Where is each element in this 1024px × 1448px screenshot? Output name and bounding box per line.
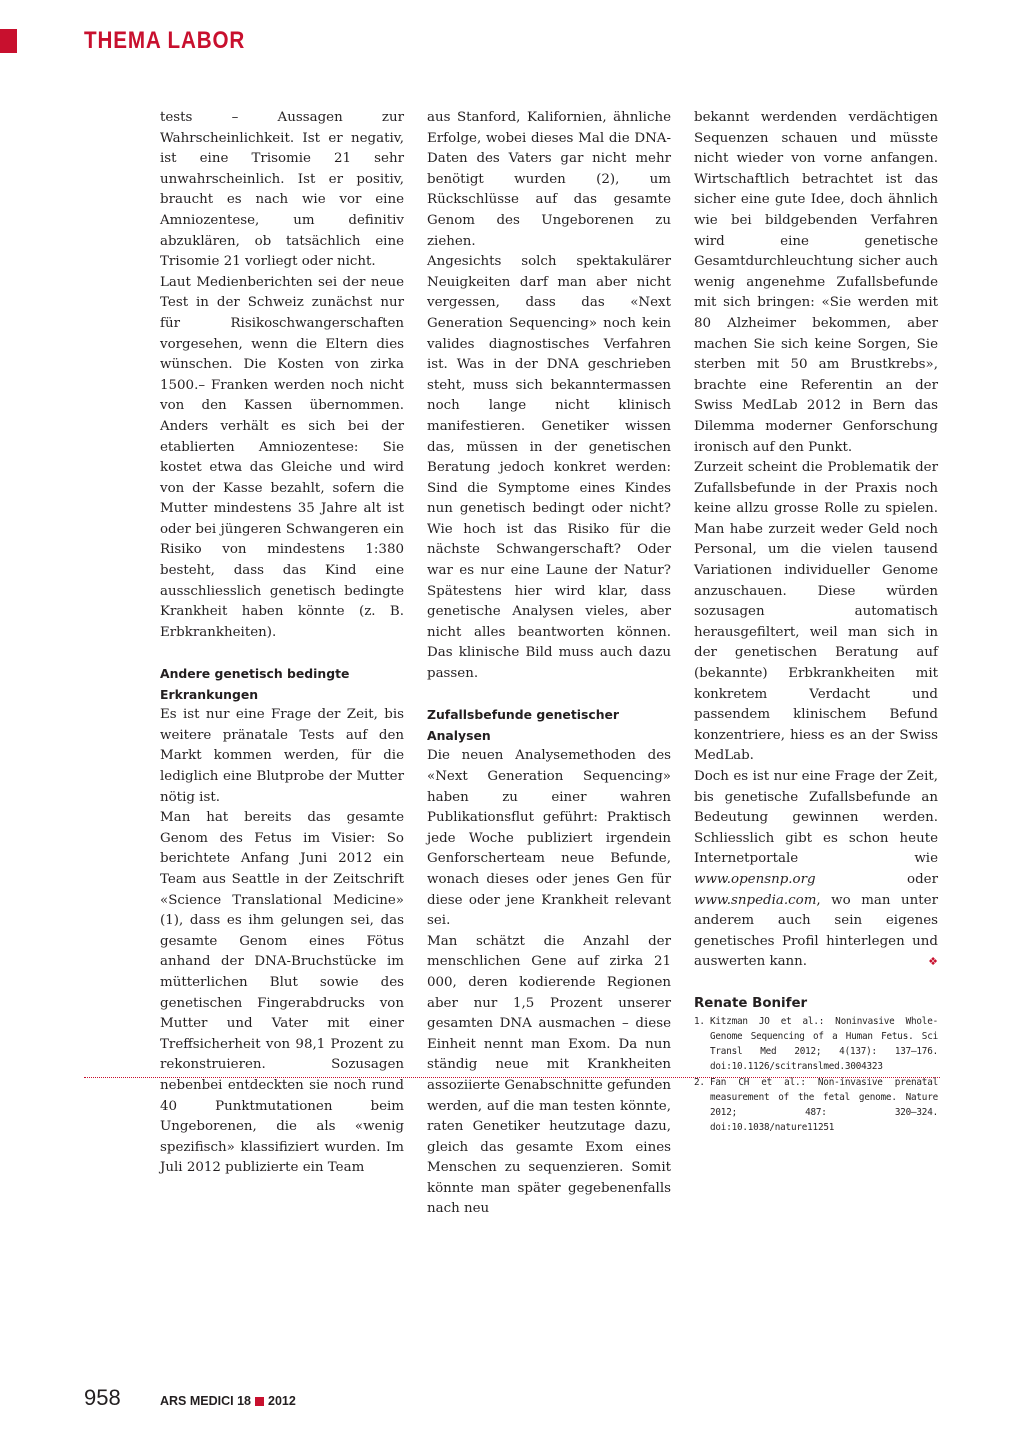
paragraph-text: oder — [815, 871, 938, 887]
section-title: THEMA LABOR — [84, 27, 246, 54]
footer-divider — [84, 1077, 940, 1078]
square-icon — [255, 1397, 264, 1406]
journal-footer — [160, 1392, 296, 1410]
end-mark-icon: ❖ — [928, 955, 938, 969]
paragraph: Es ist nur eine Frage der Zeit, bis weitere pränatale Tests auf den Markt kommen werden, für die lediglich eine Blutprobe der Mutter nötig ist. — [160, 707, 404, 805]
reference-item — [694, 1075, 938, 1135]
author-name: Renate Bonifer — [694, 995, 808, 1011]
link-opensnp[interactable]: www.opensnp.org — [694, 871, 816, 887]
reference-number: 1. — [694, 1016, 705, 1028]
section-marker — [0, 29, 17, 53]
subheading: Zufallsbefunde genetischer Analysen — [427, 707, 620, 743]
paragraph: Man hat bereits das gesamte Genom des Fetus im Visier: So berichtete Anfang Juni 2012 ein Team aus Seattle in der Zeitschrift «Science Translational Medicine» (1), dass es ihm gelungen sei, das gesamte Genom eines Fötus anhand der DNA-Bruchstücke im mütterlichen Blut sowie des genetischen Fingerabdrucks von Mutter und Vater mit einer Treffsicherheit von 98,1 Prozent zu rekonstruieren. Sozusagen nebenbei entdeckten sie noch rund 40 Punktmutationen beim Ungeborenen, die als «wenig spezifisch» klassifiziert wurden. Im Juli 2012 publizierte ein Team — [160, 810, 404, 1176]
reference-text: Kitzman JO et al.: Noninvasive Whole-Genome Sequencing of a Human Fetus. Sci Transl Med 2012; 4(137): 137–176. doi:10.1126/scitranslmed.3004323 — [710, 1016, 938, 1073]
reference-list — [694, 1014, 938, 1135]
paragraph: bekannt werdenden verdächtigen Sequenzen schauen und müsste nicht wieder von vorne anfangen. Wirtschaftlich betrachtet ist das sicher eine gute Idee, doch ähnlich wie bei bildgebenden Verfahren wird eine genetische Gesamtdurchleuchtung sicher auch wenig angenehme Zufallsbefunde mit sich bringen: «Sie werden mit 80 Alzheimer bekommen, aber machen Sie sich keine Sorgen, Sie sterben mit 50 am Brustkrebs», brachte eine Referentin an der Swiss MedLab 2012 in Bern das Dilemma moderner Genforschung ironisch auf den Punkt. — [694, 110, 938, 455]
reference-number: 2. — [694, 1077, 705, 1089]
article-column-1 — [160, 108, 404, 1179]
paragraph: aus Stanford, Kalifornien, ähnliche Erfolge, wobei dieses Mal die DNA-Daten des Vaters gar nicht mehr benötigt wurden (2), um Rückschlüsse auf das gesamte Genom des Ungeborenen zu ziehen. — [427, 110, 671, 249]
paragraph: tests – Aussagen zur Wahrscheinlichkeit. Ist er negativ, ist eine Trisomie 21 sehr unwahrscheinlich. Ist er positiv, braucht es nach wie vor eine Amniozentese, um definitiv abzuklären, ob tatsächlich eine Trisomie 21 vorliegt oder nicht. — [160, 110, 404, 270]
paragraph: Zurzeit scheint die Problematik der Zufallsbefunde in der Praxis noch keine allzu grosse Rolle zu spielen. Man habe zurzeit weder Geld noch Personal, um die vielen tausend Variationen individueller Genome anzuschauen. Diese würden sozusagen automatisch herausgefiltert, weil man sich in der genetischen Beratung auf (bekannte) Erbkrankheiten mit konkretem Verdacht und passendem klinischem Befund konzentriere, hiess es an der Swiss MedLab. — [694, 460, 938, 764]
page-number: 958 — [84, 1385, 121, 1410]
paragraph-text: , wo man unter anderem auch sein eigenes genetisches Profil hinterlegen und auswerten kann. — [694, 892, 938, 970]
subheading: Andere genetisch bedingte Erkrankungen — [160, 666, 350, 702]
paragraph-text: Doch es ist nur eine Frage der Zeit, bis genetische Zufallsbefunde an Bedeutung gewinnen werden. Schliesslich gibt es schon heute Internetportale wie — [694, 769, 938, 867]
reference-text: Fan CH et al.: Non-invasive prenatal measurement of the fetal genome. Nature 2012; 487: 320–324. doi:10.1038/nature11251 — [710, 1077, 938, 1134]
paragraph: Man schätzt die Anzahl der menschlichen Gene auf zirka 21 000, deren kodierende Regionen aber nur 1,5 Prozent unserer gesamten DNA ausmachen – diese Einheit nennt man Exom. Da nun ständig neue mit Krankheiten assoziierte Genabschnitte gefunden werden, auf die man testen könnte, raten Genetiker heutzutage dazu, gleich das gesamte Exom eines Menschen zu sequenzieren. Somit könnte man später gegebenenfalls nach neu — [427, 933, 671, 1217]
journal-name: ARS MEDICI 18 — [160, 1394, 251, 1408]
paragraph — [694, 767, 938, 973]
article-column-3 — [694, 108, 938, 1136]
paragraph: Die neuen Analysemethoden des «Next Generation Sequencing» haben zu einer wahren Publikationsflut geführt: Praktisch jede Woche publiziert irgendein Genforscherteam neue Befunde, wonach dieses oder jenes Gen für diese oder jene Krankheit relevant sei. — [427, 748, 671, 929]
link-snpedia[interactable]: www.snpedia.com — [694, 892, 817, 908]
paragraph: Angesichts solch spektakulärer Neuigkeiten darf man aber nicht vergessen, dass das «Next Generation Sequencing» noch kein valides diagnostisches Verfahren ist. Was in der DNA geschrieben steht, muss sich bekanntermassen noch lange nicht klinisch manifestieren. Genetiker wissen das, müssen in der genetischen Beratung jedoch konkret werden: Sind die Symptome eines Kindes nun genetisch bedingt oder nicht? Wie hoch ist das Risiko für die nächste Schwangerschaft? Oder war es nur eine Laune der Natur? Spätestens hier wird klar, dass genetische Analysen vieles, aber nicht alles beantworten können. Das klinische Bild muss auch dazu passen. — [427, 254, 671, 682]
article-column-2 — [427, 108, 671, 1220]
reference-item — [694, 1014, 938, 1074]
paragraph: Laut Medienberichten sei der neue Test in der Schweiz zunächst nur für Risikoschwangerschaften vorgesehen, wenn die Eltern dies wünschen. Die Kosten von zirka 1500.– Franken werden noch nicht von den Kassen übernommen. Anders verhält es sich bei der etablierten Amniozentese: Sie kostet etwa das Gleiche und wird von der Kasse bezahlt, sofern die Mutter mindestens 35 Jahre alt ist oder bei jüngeren Schwangeren ein Risiko von mindestens 1:380 besteht, dass das Kind eine ausschliesslich genetisch bedingte Krankheit haben könnte (z. B. Erbkrankheiten). — [160, 274, 404, 640]
journal-year: 2012 — [268, 1394, 296, 1408]
